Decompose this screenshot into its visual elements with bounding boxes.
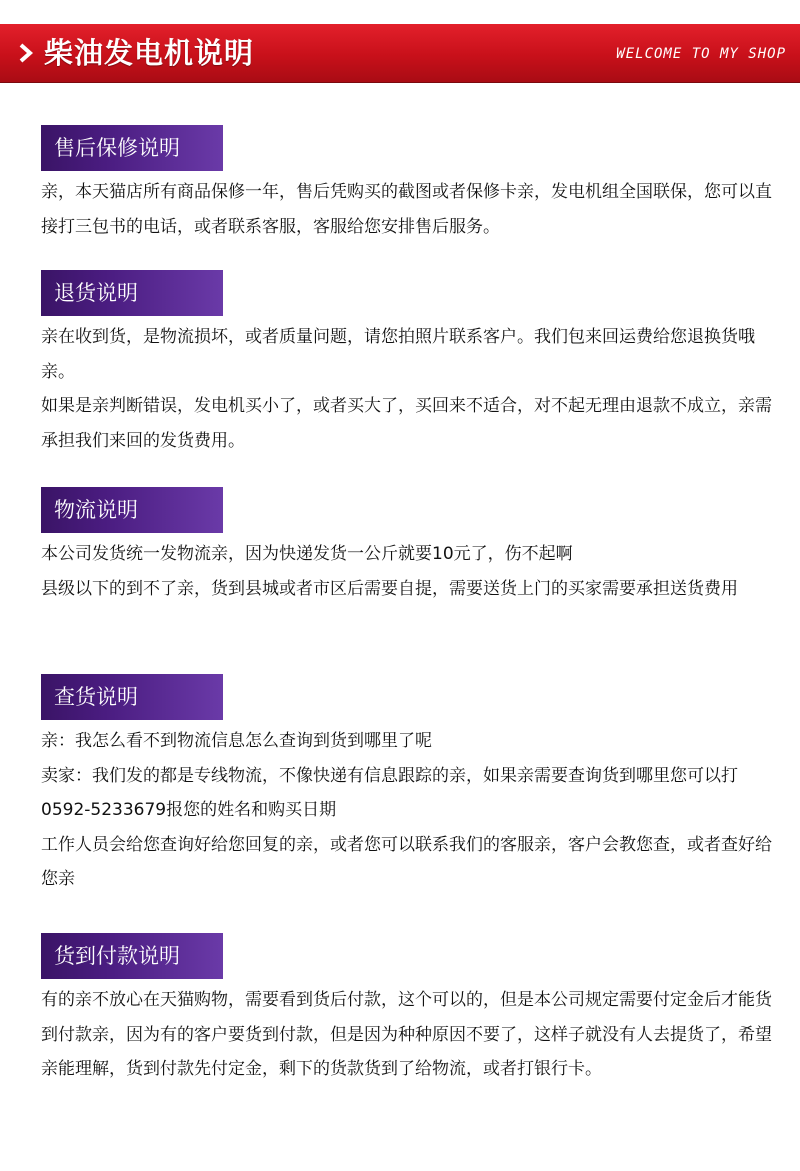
- section-logistics: [41, 487, 781, 606]
- section-paragraph: 本公司发货统一发物流亲，因为快递发货一公斤就要10元了，伤不起啊: [41, 544, 573, 564]
- section-heading: 查货说明: [41, 674, 223, 720]
- section-paragraph: 如果是亲判断错误，发电机买小了，或者买大了，买回来不适合，对不起无理由退款不成立，亲需承担我们来回的发货费用。: [41, 396, 772, 451]
- section-paragraph: 亲，本天猫店所有商品保修一年，售后凭购买的截图或者保修卡亲，发电机组全国联保，您可以直接打三包书的电话，或者联系客服，客服给您安排售后服务。: [41, 182, 772, 237]
- section-warranty: [41, 125, 781, 244]
- header-banner: [0, 24, 800, 82]
- section-paragraph: 有的亲不放心在天猫购物，需要看到货后付款，这个可以的，但是本公司规定需要付定金后才能货到付款亲，因为有的客户要货到付款，但是因为种种原因不要了，这样子就没有人去提货了，希望亲能理解，货到付款先付定金，剩下的货款货到了给物流，或者打银行卡。: [41, 990, 772, 1079]
- section-returns: [41, 270, 781, 458]
- welcome-slogan: WELCOME TO MY SHOP: [616, 46, 786, 62]
- section-heading: 物流说明: [41, 487, 223, 533]
- section-tracking: [41, 674, 781, 897]
- section-paragraph: 县级以下的到不了亲，货到县城或者市区后需要自提，需要送货上门的买家需要承担送货费用: [41, 578, 738, 599]
- section-heading: 货到付款说明: [41, 933, 223, 979]
- chevron-right-icon: [16, 43, 36, 63]
- section-heading: 售后保修说明: [41, 125, 223, 171]
- section-heading: 退货说明: [41, 270, 223, 316]
- section-cash-on-delivery: [41, 933, 781, 1087]
- page-title: 柴油发电机说明: [44, 36, 255, 70]
- section-paragraph: 卖家：我们发的都是专线物流，不像快递有信息跟踪的亲，如果亲需要查询货到哪里您可以打0592-5233679报您的姓名和购买日期: [41, 765, 738, 820]
- section-paragraph: 亲在收到货，是物流损坏，或者质量问题，请您拍照片联系客户。我们包来回运费给您退换货哦亲。: [41, 327, 755, 382]
- section-paragraph: 工作人员会给您查询好给您回复的亲，或者您可以联系我们的客服亲，客户会教您查，或者查好给您亲: [41, 834, 772, 889]
- section-paragraph: 亲：我怎么看不到物流信息怎么查询到货到哪里了呢: [41, 731, 432, 751]
